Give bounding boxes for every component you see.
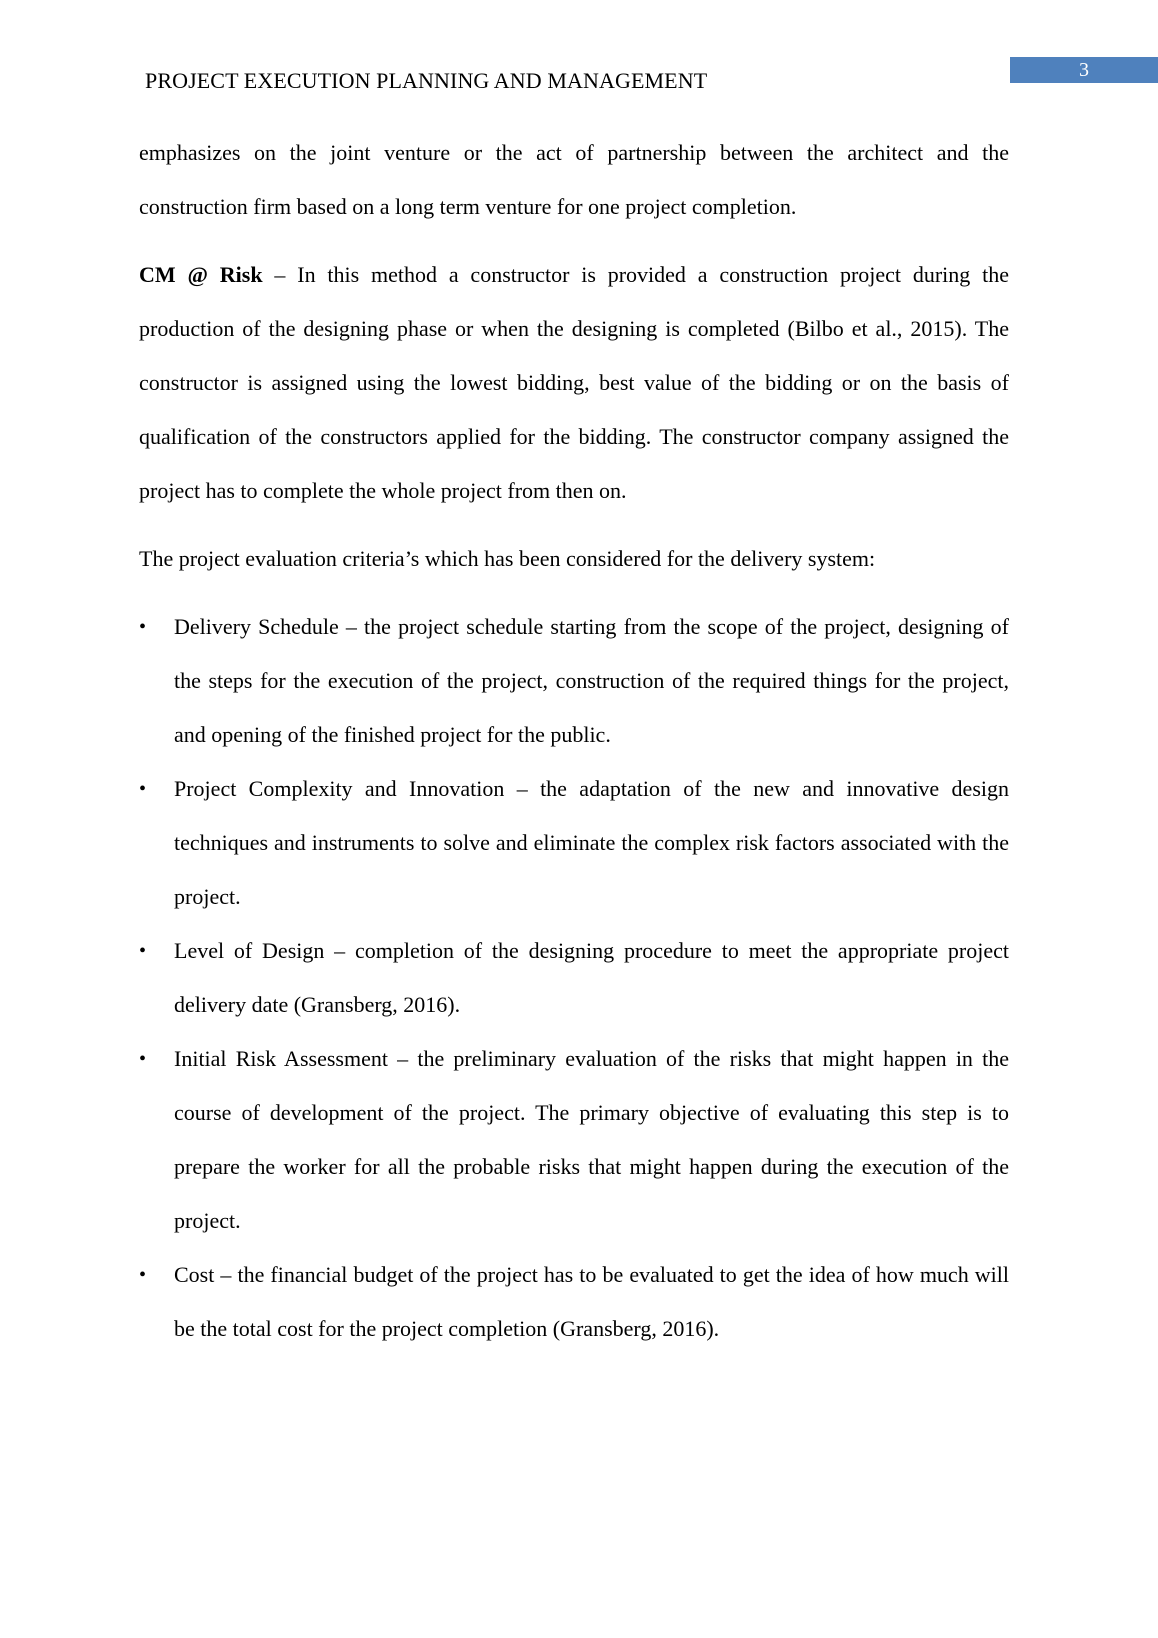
bullet-icon: •	[139, 1264, 147, 1286]
bullet-icon: •	[139, 778, 147, 800]
paragraph-cm-risk	[139, 248, 1009, 518]
list-item-text: Cost – the financial budget of the project has to be evaluated to get the idea of how much will be the total cost for the project completion (Gransberg, 2016).	[174, 1262, 1009, 1341]
paragraph-continuation: emphasizes on the joint venture or the act of partnership between the architect and the construction firm based on a long term venture for one project completion.	[139, 140, 1009, 219]
list-item	[139, 1248, 1009, 1356]
running-header: PROJECT EXECUTION PLANNING AND MANAGEMENT	[145, 68, 708, 93]
page-number: 3	[1010, 57, 1158, 83]
list-item	[139, 762, 1009, 924]
criteria-list	[139, 600, 1009, 1356]
list-item-text: Delivery Schedule – the project schedule starting from the scope of the project, designing of the steps for the execution of the project, construction of the required things for the project, and opening of the finished project for the public.	[174, 614, 1009, 747]
list-item-text: Project Complexity and Innovation – the adaptation of the new and innovative design techniques and instruments to solve and eliminate the complex risk factors associated with the project.	[174, 776, 1009, 909]
list-item-text: Level of Design – completion of the designing procedure to meet the appropriate project delivery date (Gransberg, 2016).	[174, 938, 1009, 1017]
bullet-icon: •	[139, 1048, 147, 1070]
bullet-icon: •	[139, 940, 147, 962]
document-body	[139, 126, 1009, 1356]
list-item	[139, 1032, 1009, 1248]
list-item	[139, 600, 1009, 762]
cm-risk-description: – In this method a constructor is provided a construction project during the production of the designing phase or when the designing is completed (Bilbo et al., 2015). The constructor is assigned using the lowest bidding, best value of the bidding or on the basis of qualification of the constructors applied for the bidding. The constructor company assigned the project has to complete the whole project from then on.	[139, 262, 1009, 503]
list-item-text: Initial Risk Assessment – the preliminary evaluation of the risks that might happen in the course of development of the project. The primary objective of evaluating this step is to prepare the worker for all the probable risks that might happen during the execution of the project.	[174, 1046, 1009, 1233]
criteria-intro: The project evaluation criteria’s which has been considered for the delivery system:	[139, 546, 876, 571]
cm-risk-term: CM @ Risk	[139, 262, 263, 287]
list-item	[139, 924, 1009, 1032]
bullet-icon: •	[139, 616, 147, 638]
